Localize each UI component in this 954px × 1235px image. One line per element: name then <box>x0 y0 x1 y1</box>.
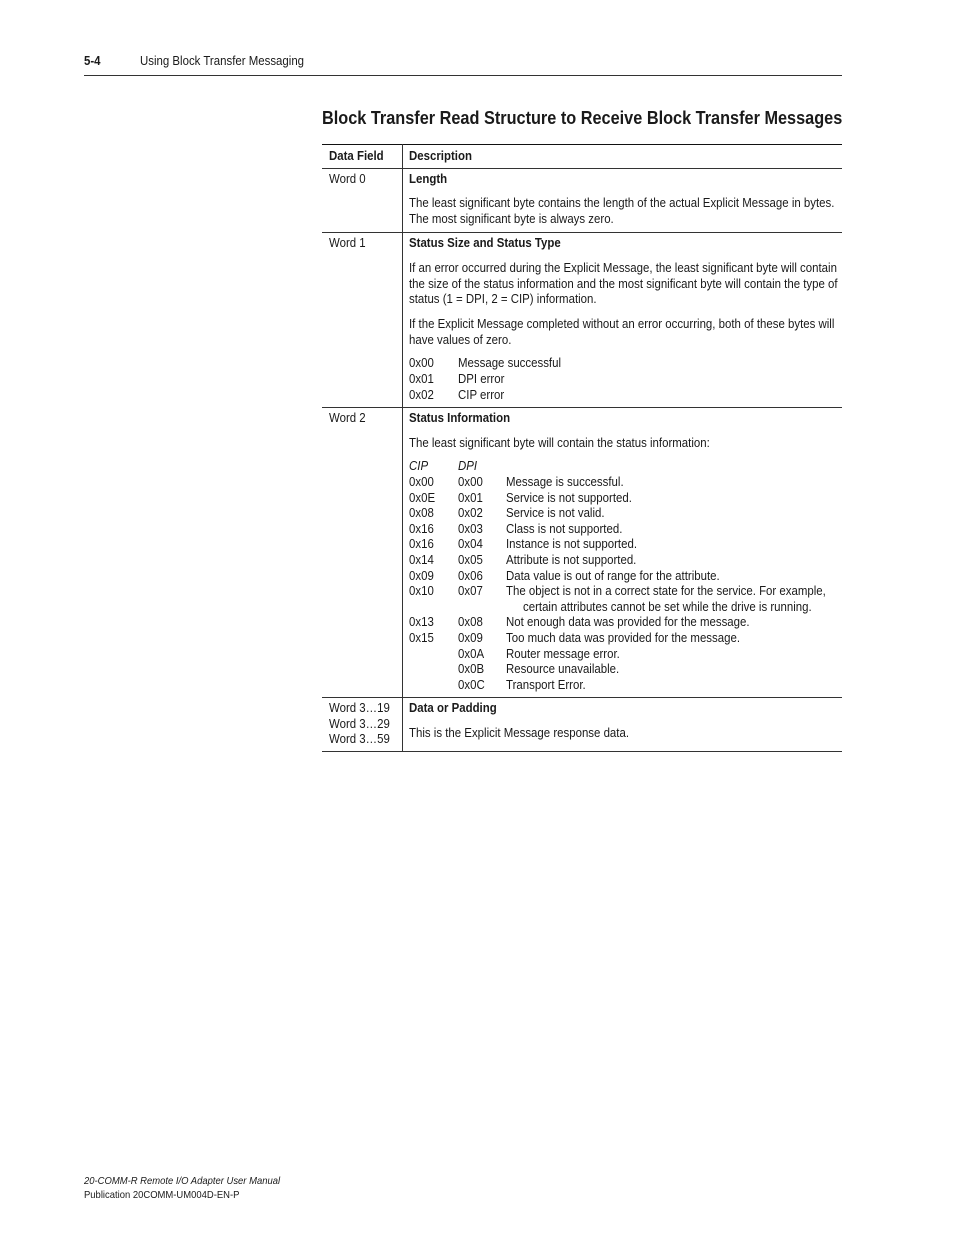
status-code-text: CIP error <box>458 387 505 402</box>
error-text: Router message error. <box>506 645 620 661</box>
cip-code: 0x0E <box>409 489 436 505</box>
field-word3-29: Word 3…29 <box>329 715 390 731</box>
status-code: 0x00 <box>409 355 434 370</box>
col-cip-label: CIP <box>409 458 429 473</box>
dpi-code: 0x03 <box>458 520 483 536</box>
status-information-description: The least significant byte will contain the status information: <box>409 435 710 450</box>
table-top-rule <box>322 144 842 145</box>
table-header-rule <box>322 168 842 169</box>
error-text: Attribute is not supported. <box>506 552 637 567</box>
dpi-code: 0x06 <box>458 567 483 583</box>
dpi-code: 0x07 <box>458 583 483 599</box>
error-text: Instance is not supported. <box>506 536 638 552</box>
status-code: 0x01 <box>409 371 434 386</box>
title-status-size: Status Size and Status Type <box>409 235 561 250</box>
length-description: The least significant byte contains the length of the actual Explicit Message in bytes. The most significant byte is always zero. <box>409 195 835 226</box>
col-header-description: Description <box>409 148 472 163</box>
cip-code: 0x10 <box>409 583 434 599</box>
cip-code: 0x16 <box>409 536 434 552</box>
dpi-code: 0x05 <box>458 552 483 567</box>
error-text: Not enough data was provided for the message. <box>506 614 750 630</box>
page-number: 5-4 <box>84 53 101 68</box>
cip-code: 0x15 <box>409 630 434 645</box>
cip-code: 0x09 <box>409 567 434 583</box>
error-text: Data value is out of range for the attribute. <box>506 567 720 583</box>
status-code-text: Message successful <box>458 355 562 370</box>
col-header-data-field: Data Field <box>329 148 384 163</box>
cip-code: 0x14 <box>409 552 434 567</box>
dpi-code: 0x01 <box>458 489 483 505</box>
dpi-code: 0x0B <box>458 661 485 677</box>
title-length: Length <box>409 171 448 186</box>
title-data-padding: Data or Padding <box>409 700 497 715</box>
cip-code: 0x16 <box>409 520 434 536</box>
dpi-code: 0x09 <box>458 630 483 645</box>
status-size-description-1: If an error occurred during the Explicit Message, the least significant byte will contain the size of the status information and the most significant byte will contain the type of status (1 = DPI, 2 = CIP) information. <box>409 260 838 307</box>
footer-manual-title: 20-COMM-R Remote I/O Adapter User Manual <box>84 1175 281 1187</box>
field-word2: Word 2 <box>329 410 366 425</box>
error-text: Message is successful. <box>506 474 624 489</box>
field-word0: Word 0 <box>329 171 366 186</box>
error-text: The object is not in a correct state for the service. For example, <box>506 583 826 599</box>
status-code: 0x02 <box>409 387 434 402</box>
field-word3-59: Word 3…59 <box>329 731 390 747</box>
error-text: Too much data was provided for the message. <box>506 630 741 645</box>
dpi-code: 0x02 <box>458 505 483 521</box>
title-status-information: Status Information <box>409 410 511 425</box>
column-divider <box>402 144 403 752</box>
error-text: Resource unavailable. <box>506 661 620 677</box>
dpi-code: 0x08 <box>458 614 483 630</box>
status-size-description-2: If the Explicit Message completed without an error occurring, both of these bytes will have values of zero. <box>409 316 835 347</box>
row-rule <box>322 697 842 698</box>
footer-publication: Publication 20COMM-UM004D-EN-P <box>84 1189 240 1201</box>
cip-code: 0x13 <box>409 614 434 630</box>
field-word1: Word 1 <box>329 235 366 250</box>
chapter-title: Using Block Transfer Messaging <box>140 53 305 68</box>
table-bottom-rule <box>322 751 842 752</box>
dpi-code: 0x0C <box>458 676 485 692</box>
section-title: Block Transfer Read Structure to Receive Block Transfer Messages <box>322 107 843 128</box>
field-word3-19: Word 3…19 <box>329 700 390 715</box>
error-text-continued: certain attributes cannot be set while the drive is running. <box>523 598 812 614</box>
dpi-code: 0x00 <box>458 474 483 489</box>
error-text: Service is not supported. <box>506 489 632 505</box>
dpi-code: 0x0A <box>458 645 485 661</box>
cip-code: 0x00 <box>409 474 434 489</box>
dpi-code: 0x04 <box>458 536 483 552</box>
error-text: Class is not supported. <box>506 520 623 536</box>
data-padding-description: This is the Explicit Message response data. <box>409 725 630 740</box>
row-rule <box>322 407 842 408</box>
error-text: Service is not valid. <box>506 505 605 521</box>
cip-code: 0x08 <box>409 505 434 521</box>
status-code-text: DPI error <box>458 371 505 386</box>
header-rule <box>84 75 842 76</box>
col-dpi-label: DPI <box>458 458 478 473</box>
row-rule <box>322 232 842 233</box>
error-text: Transport Error. <box>506 676 586 692</box>
